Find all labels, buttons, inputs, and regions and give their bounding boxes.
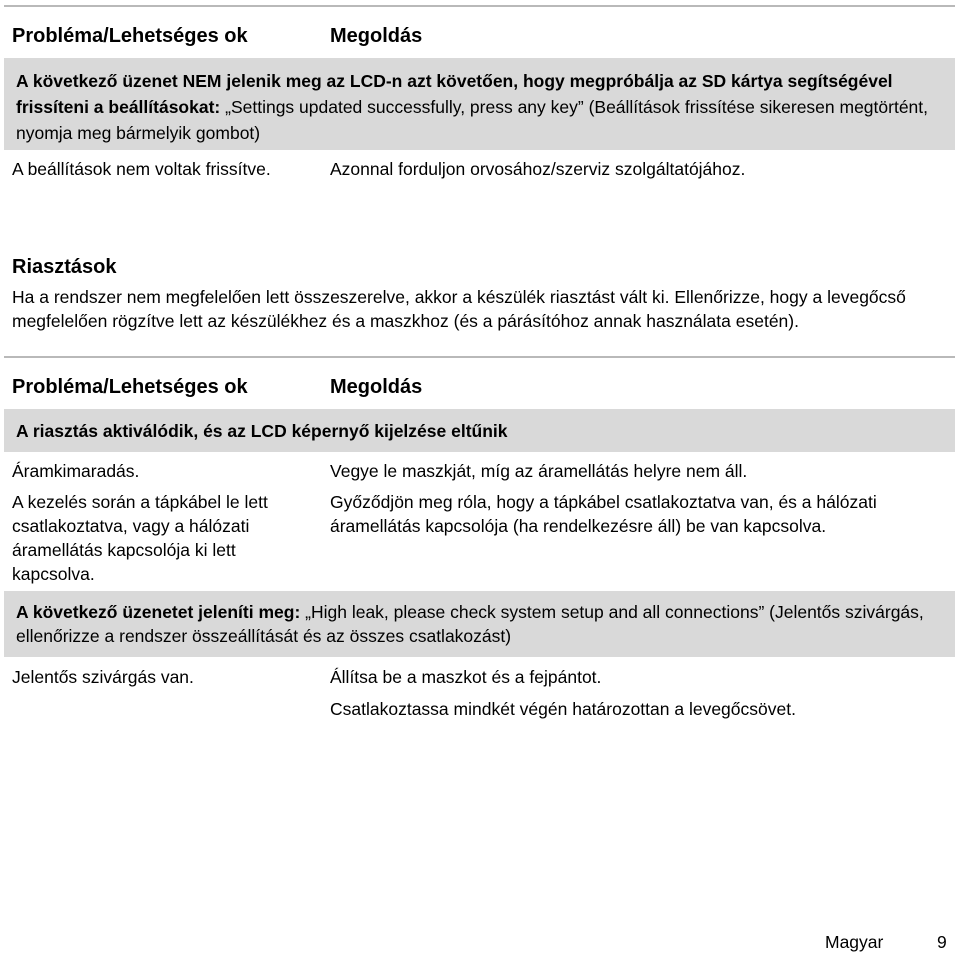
- table1-row1-problem: A beállítások nem voltak frissítve.: [12, 159, 271, 179]
- table2-row3-solution-2: Csatlakoztassa mindkét végén határozottan a levegőcsövet.: [330, 699, 796, 719]
- table2-row3-solution-1: Állítsa be a maszkot és a fejpántot.: [330, 667, 602, 687]
- table2-message-text: [16, 600, 946, 648]
- table2-message-band: [4, 591, 955, 657]
- table2-row2-solution: Győződjön meg róla, hogy a tápkábel csatlakoztatva van, és a hálózati áramellátás kapcsolója (ha rendelkezésre áll) be van kapcsolva.: [330, 492, 877, 536]
- footer-page-number: 9: [937, 932, 947, 952]
- footer-language: Magyar: [825, 932, 884, 952]
- table2-message-normal: „High leak, please check system setup and all connections” (Jelentős szivárgás, ellenőrizze a rendszer összeállítását és az összes csatlakozást): [16, 602, 924, 646]
- table2-top-rule: [4, 356, 955, 358]
- table1-header-problem: Probléma/Lehetséges ok: [12, 25, 248, 47]
- table1-row1-solution: Azonnal forduljon orvosához/szerviz szolgáltatójához.: [330, 159, 746, 179]
- section-title: Riasztások: [12, 256, 117, 278]
- table1-message-normal: „Settings updated successfully, press any key” (Beállítások frissítése sikeresen megtörtént, nyomja meg bármelyik gombot): [16, 97, 929, 143]
- top-rule: [4, 5, 955, 7]
- table2-row2-problem: A kezelés során a tápkábel le lett csatlakoztatva, vagy a hálózati áramellátás kapcsolója ki lett kapcsolva.: [12, 492, 268, 584]
- section-paragraph: Ha a rendszer nem megfelelően lett összeszerelve, akkor a készülék riasztást vált ki. Ellenőrizze, hogy a levegőcső megfelelően rögzítve lett az készülékhez és a maszkhoz (és a párásítóhoz annak használata esetén).: [12, 287, 906, 331]
- table2-header-solution: Megoldás: [330, 376, 423, 398]
- table1-message-text: [16, 68, 936, 146]
- table1-message-bold: A következő üzenet NEM jelenik meg az LCD-n azt követően, hogy megpróbálja az SD kártya segítségével frissíteni a beállításokat:: [16, 71, 893, 117]
- table2-message-bold: A következő üzenetet jeleníti meg:: [16, 602, 301, 622]
- table1-message-band: [4, 58, 955, 150]
- table2-alarm-band: [4, 409, 955, 452]
- table2-header-problem: Probléma/Lehetséges ok: [12, 376, 248, 398]
- table2-row1-problem: Áramkimaradás.: [12, 461, 140, 481]
- table2-row3-problem: Jelentős szivárgás van.: [12, 667, 194, 687]
- table2-alarm-band-text: A riasztás aktiválódik, és az LCD képernyő kijelzése eltűnik: [16, 421, 508, 441]
- table2-row1-solution: Vegye le maszkját, míg az áramellátás helyre nem áll.: [330, 461, 748, 481]
- table1-header-solution: Megoldás: [330, 25, 423, 47]
